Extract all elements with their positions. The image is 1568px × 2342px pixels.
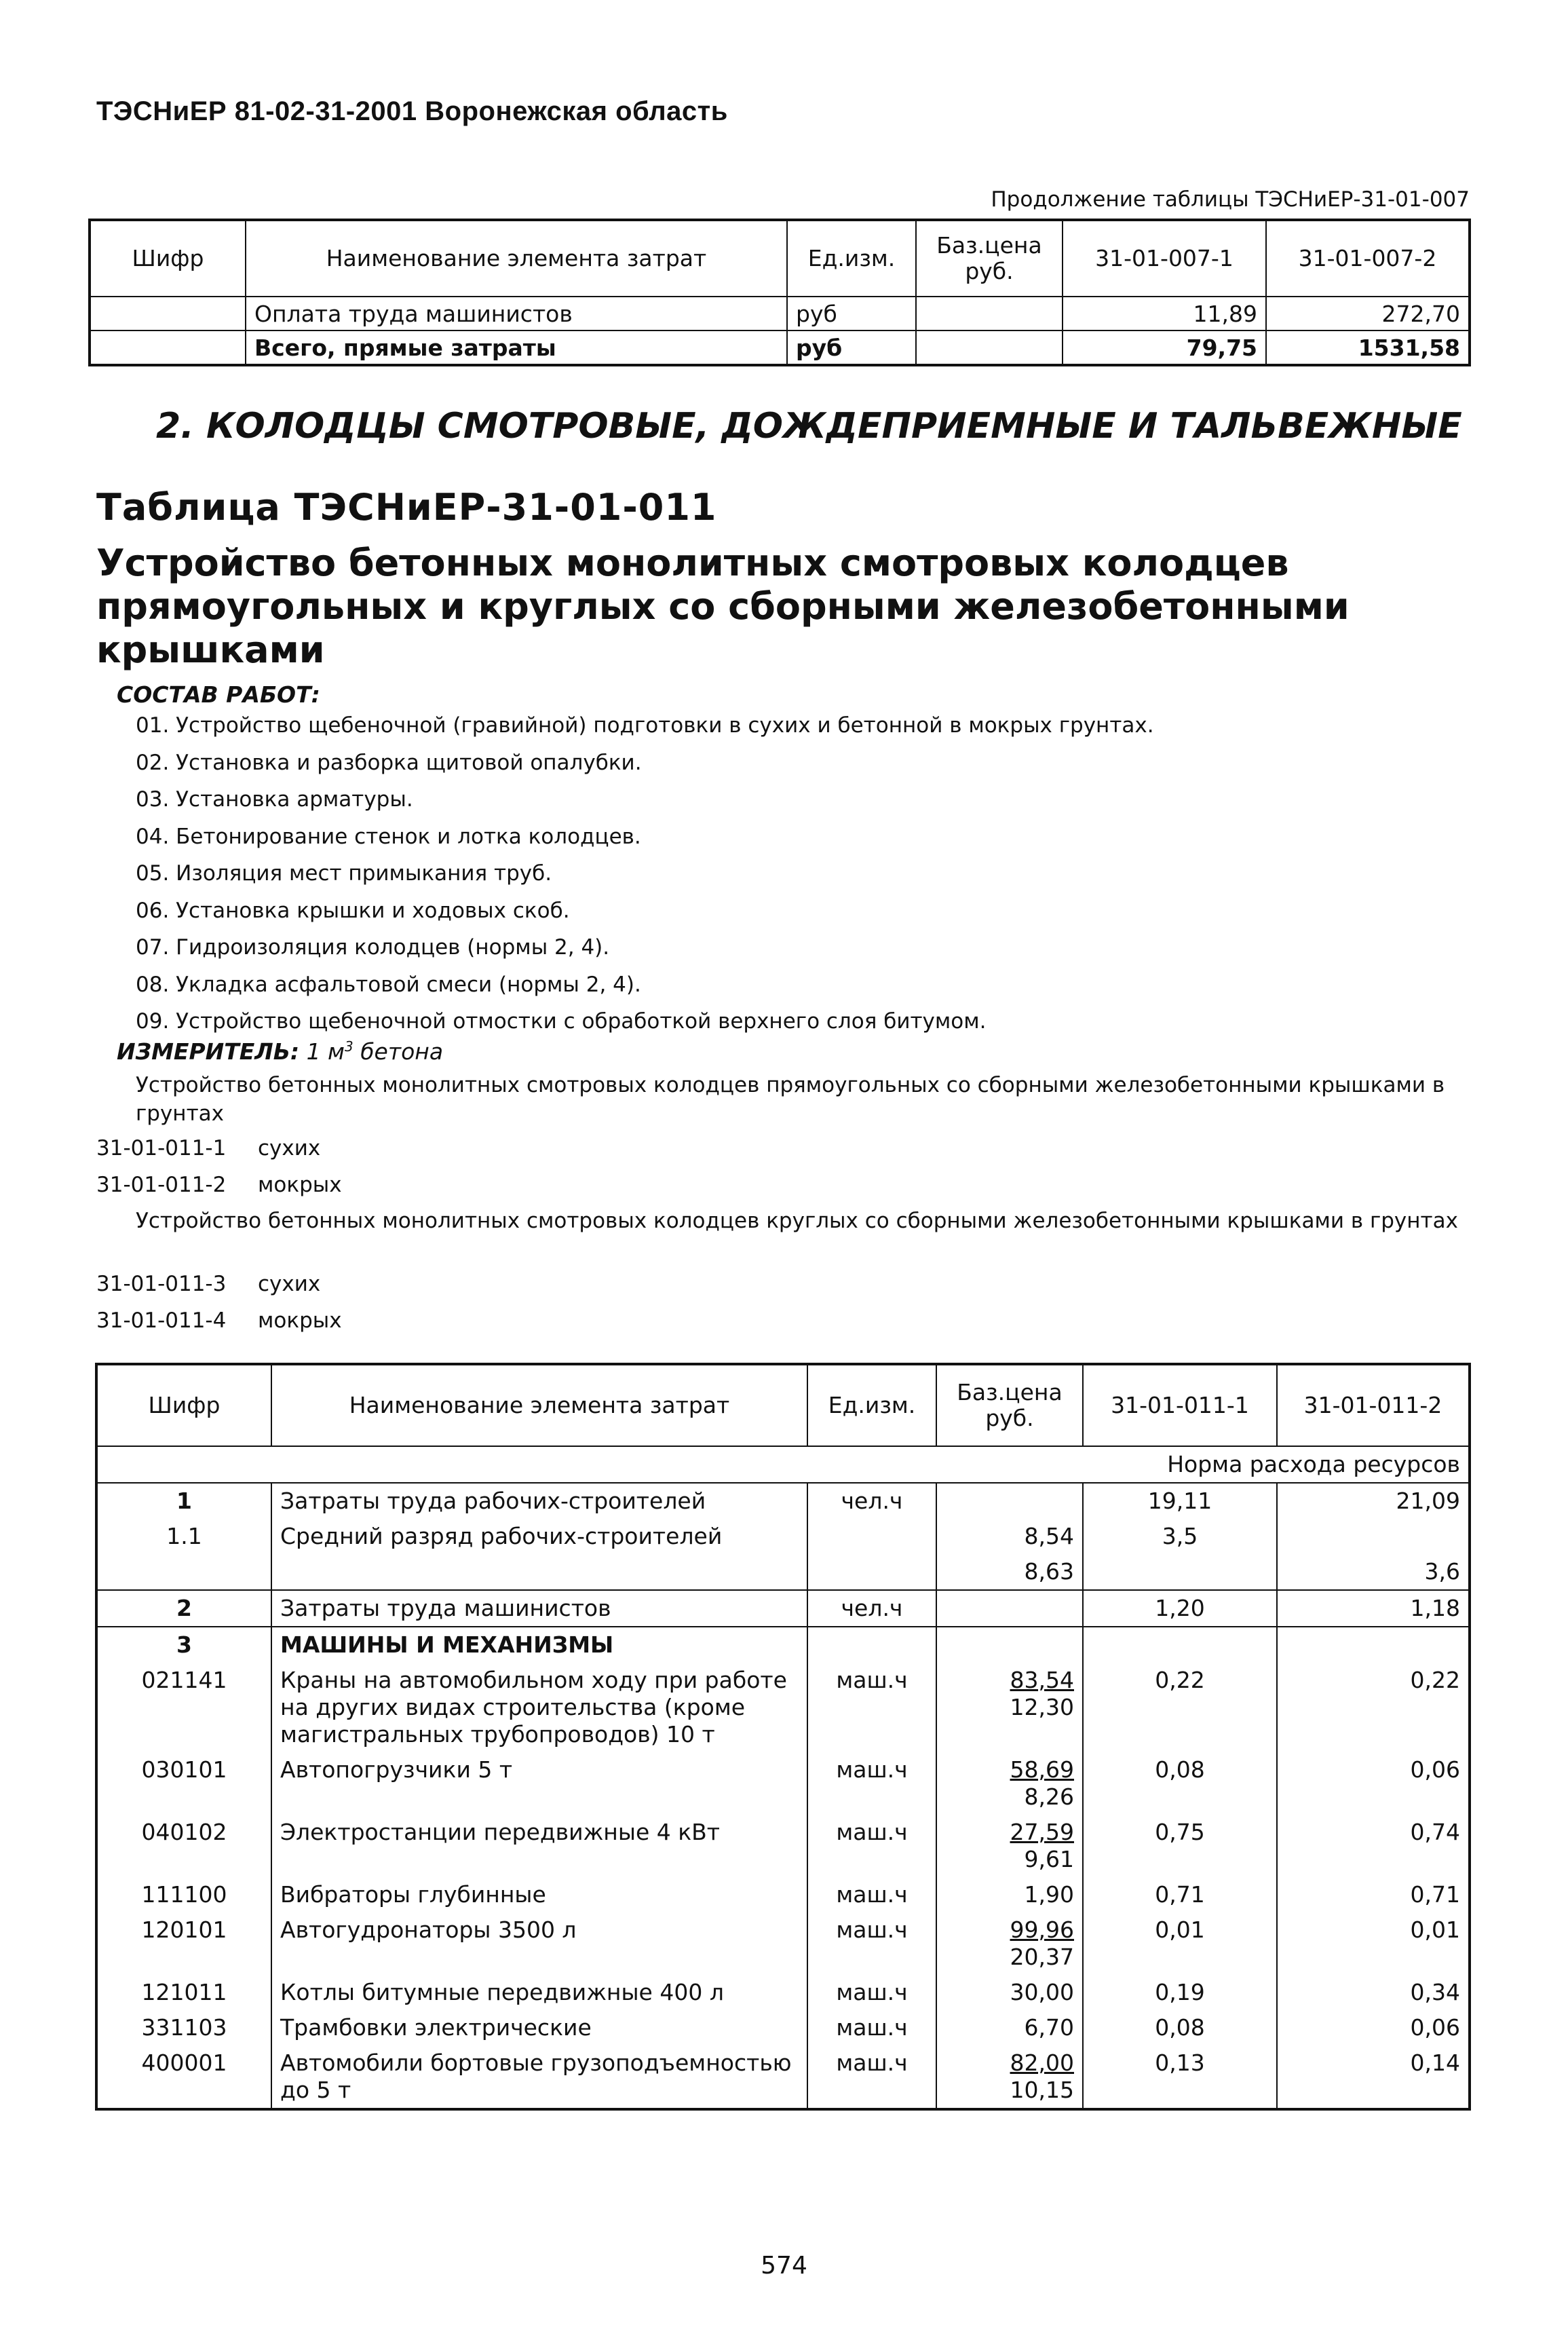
document-header: ТЭСНиЕР 81-02-31-2001 Воронежская область — [96, 96, 728, 126]
base-price: 27,59 — [1010, 1819, 1074, 1845]
table-header-row — [96, 1364, 1470, 1446]
value-cell: 3,5 — [1083, 1519, 1277, 1554]
code-line — [96, 1136, 320, 1160]
name-cell: Оплата труда машинистов — [246, 297, 787, 330]
meter-amount: 1 м — [306, 1038, 345, 1065]
name-cell: Автомобили бортовые грузоподъемностью до 5 т — [271, 2045, 807, 2109]
rate-code: 31-01-011-4 — [96, 1308, 227, 1333]
value-cell: 0,34 — [1277, 1975, 1470, 2010]
name-cell: Всего, прямые затраты — [246, 330, 787, 365]
price-cell — [936, 1627, 1083, 1663]
price-cell — [936, 2045, 1083, 2109]
table-row — [96, 1590, 1470, 1627]
price-cell — [936, 1663, 1083, 1752]
meter-value — [307, 1038, 444, 1065]
price-cell — [936, 1912, 1083, 1975]
unit-cell: маш.ч — [807, 1752, 936, 1815]
unit-cell: чел.ч — [807, 1590, 936, 1627]
works-list — [136, 707, 1154, 1040]
value-cell: 0,08 — [1083, 2010, 1277, 2045]
name-cell: Средний разряд рабочих-строителей — [271, 1519, 807, 1554]
table-row — [90, 297, 1470, 330]
value-cell: 1,20 — [1083, 1590, 1277, 1627]
value-cell — [1277, 1627, 1470, 1663]
unit-cell: чел.ч — [807, 1483, 936, 1519]
unit-cell — [807, 1519, 936, 1554]
description-round: Устройство бетонных монолитных смотровых колодцев круглых со сборными железобетонными крышками в грунтах — [136, 1209, 1458, 1233]
list-item: 02. Установка и разборка щитовой опалубки. — [136, 750, 642, 775]
continuation-caption: Продолжение таблицы ТЭСНиЕР-31-01-007 — [991, 187, 1470, 212]
list-item: 04. Бетонирование стенок и лотка колодцев. — [136, 824, 641, 849]
resource-table — [95, 1363, 1471, 2111]
meter-unit: бетона — [360, 1038, 444, 1065]
table-row — [96, 1975, 1470, 2010]
unit-cell: маш.ч — [807, 1663, 936, 1752]
value-cell: 1531,58 — [1266, 330, 1470, 365]
code-cell: 120101 — [96, 1912, 271, 1975]
price-cell — [936, 1975, 1083, 2010]
value-cell: 19,11 — [1083, 1483, 1277, 1519]
value-cell: 3,6 — [1277, 1554, 1470, 1590]
rate-text: сухих — [258, 1272, 321, 1296]
code-cell: 400001 — [96, 2045, 271, 2109]
table-row — [96, 2045, 1470, 2109]
value-cell: 0,06 — [1277, 1752, 1470, 1815]
price-cell — [916, 330, 1063, 365]
description-rectangular: Устройство бетонных монолитных смотровых колодцев прямоугольных со сборными железобетонными крышками в грунтах — [136, 1073, 1445, 1126]
unit-cell: маш.ч — [807, 1912, 936, 1975]
base-price: 82,00 — [1010, 2050, 1074, 2076]
value-cell: 79,75 — [1063, 330, 1266, 365]
code-cell: 021141 — [96, 1663, 271, 1752]
norm-row — [96, 1446, 1470, 1483]
header-cell: Баз.цена руб. — [916, 220, 1063, 297]
wage-price: 9,61 — [1024, 1846, 1074, 1872]
value-cell: 0,01 — [1277, 1912, 1470, 1975]
table-title: Устройство бетонных монолитных смотровых колодцев прямоугольных и круглых со сборными железобетонными крышками — [96, 542, 1350, 671]
meter-sup: 3 — [344, 1038, 353, 1055]
table-row — [96, 2010, 1470, 2045]
unit-cell — [807, 1554, 936, 1590]
table-row — [96, 1663, 1470, 1752]
code-line — [96, 1272, 320, 1296]
table-row — [96, 1877, 1470, 1912]
base-price: 83,54 — [1010, 1667, 1074, 1693]
table-row — [96, 1519, 1470, 1554]
base-price: 30,00 — [1010, 1979, 1074, 2005]
base-price: 58,69 — [1010, 1756, 1074, 1783]
header-cell: Наименование элемента затрат — [271, 1364, 807, 1446]
value-cell: 0,19 — [1083, 1975, 1277, 2010]
name-cell: МАШИНЫ И МЕХАНИЗМЫ — [271, 1627, 807, 1663]
code-cell: 040102 — [96, 1815, 271, 1877]
list-item: 08. Укладка асфальтовой смеси (нормы 2, 4). — [136, 972, 641, 997]
price-cell — [936, 1590, 1083, 1627]
rate-code: 31-01-011-2 — [96, 1173, 227, 1197]
rate-code: 31-01-011-3 — [96, 1272, 227, 1296]
base-price: 8,54 — [1024, 1523, 1074, 1549]
base-price: 8,63 — [1024, 1558, 1074, 1585]
base-price: 99,96 — [1010, 1916, 1074, 1943]
value-cell: 0,13 — [1083, 2045, 1277, 2109]
code-line — [96, 1308, 342, 1333]
value-cell: 0,74 — [1277, 1815, 1470, 1877]
unit-cell: маш.ч — [807, 1877, 936, 1912]
header-cell: Шифр — [96, 1364, 271, 1446]
name-cell: Затраты труда рабочих-строителей — [271, 1483, 807, 1519]
header-cell: 31-01-011-2 — [1277, 1364, 1470, 1446]
value-cell: 0,08 — [1083, 1752, 1277, 1815]
table-row — [96, 1483, 1470, 1519]
value-cell: 0,71 — [1277, 1877, 1470, 1912]
header-cell: Ед.изм. — [807, 1364, 936, 1446]
name-cell: Электростанции передвижные 4 кВт — [271, 1815, 807, 1877]
table-row — [96, 1912, 1470, 1975]
page-number: 574 — [761, 2252, 807, 2280]
code-cell: 1 — [96, 1483, 271, 1519]
code-cell: 030101 — [96, 1752, 271, 1815]
price-cell — [916, 297, 1063, 330]
price-cell — [936, 1752, 1083, 1815]
value-cell — [1277, 1519, 1470, 1554]
value-cell: 21,09 — [1277, 1483, 1470, 1519]
list-item: 03. Установка арматуры. — [136, 787, 413, 812]
table-number: Таблица ТЭСНиЕР-31-01-011 — [96, 486, 717, 529]
base-price: 1,90 — [1024, 1881, 1074, 1908]
value-cell: 0,06 — [1277, 2010, 1470, 2045]
unit-cell — [807, 1627, 936, 1663]
name-cell: Трамбовки электрические — [271, 2010, 807, 2045]
code-cell: 121011 — [96, 1975, 271, 2010]
previous-table — [88, 219, 1471, 366]
table-header-row — [90, 220, 1470, 297]
price-cell — [936, 1877, 1083, 1912]
unit-cell: маш.ч — [807, 2045, 936, 2109]
value-cell: 1,18 — [1277, 1590, 1470, 1627]
value-cell: 0,14 — [1277, 2045, 1470, 2109]
list-item: 09. Устройство щебеночной отмостки с обработкой верхнего слоя битумом. — [136, 1009, 987, 1034]
name-cell: Автогудронаторы 3500 л — [271, 1912, 807, 1975]
header-cell: 31-01-011-1 — [1083, 1364, 1277, 1446]
value-cell: 11,89 — [1063, 297, 1266, 330]
header-cell: Шифр — [90, 220, 246, 297]
table-row — [96, 1554, 1470, 1590]
value-cell — [1083, 1554, 1277, 1590]
code-cell: 331103 — [96, 2010, 271, 2045]
rate-code: 31-01-011-1 — [96, 1136, 227, 1160]
code-cell: 2 — [96, 1590, 271, 1627]
unit-cell: руб — [787, 297, 916, 330]
value-cell — [1083, 1627, 1277, 1663]
meter-line — [117, 1038, 443, 1065]
code-cell: 111100 — [96, 1877, 271, 1912]
list-item: 06. Установка крышки и ходовых скоб. — [136, 898, 570, 923]
unit-cell: маш.ч — [807, 1815, 936, 1877]
code-cell — [90, 330, 246, 365]
rate-text: мокрых — [258, 1173, 342, 1197]
list-item: 05. Изоляция мест примыкания труб. — [136, 861, 552, 886]
value-cell: 0,75 — [1083, 1815, 1277, 1877]
header-cell: Ед.изм. — [787, 220, 916, 297]
code-line — [96, 1173, 342, 1197]
norm-cell: Норма расхода ресурсов — [96, 1446, 1470, 1483]
table-row — [96, 1815, 1470, 1877]
unit-cell: руб — [787, 330, 916, 365]
name-cell: Автопогрузчики 5 т — [271, 1752, 807, 1815]
header-cell: Баз.цена руб. — [936, 1364, 1083, 1446]
price-cell — [936, 1554, 1083, 1590]
base-price: 6,70 — [1024, 2014, 1074, 2041]
table-row — [96, 1627, 1470, 1663]
unit-cell: маш.ч — [807, 2010, 936, 2045]
name-cell: Краны на автомобильном ходу при работе на других видах строительства (кроме магистральных трубопроводов) 10 т — [271, 1663, 807, 1752]
price-cell — [936, 2010, 1083, 2045]
price-cell — [936, 1815, 1083, 1877]
header-cell: Наименование элемента затрат — [246, 220, 787, 297]
code-cell: 1.1 — [96, 1519, 271, 1554]
value-cell: 0,01 — [1083, 1912, 1277, 1975]
price-cell — [936, 1483, 1083, 1519]
table-row — [90, 330, 1470, 365]
value-cell: 272,70 — [1266, 297, 1470, 330]
wage-price: 20,37 — [1010, 1944, 1074, 1970]
name-cell: Котлы битумные передвижные 400 л — [271, 1975, 807, 2010]
value-cell: 0,71 — [1083, 1877, 1277, 1912]
header-cell: 31-01-007-1 — [1063, 220, 1266, 297]
list-item: 07. Гидроизоляция колодцев (нормы 2, 4). — [136, 935, 610, 960]
code-cell: 3 — [96, 1627, 271, 1663]
wage-price: 8,26 — [1024, 1783, 1074, 1810]
rate-text: мокрых — [258, 1308, 342, 1333]
list-item: 01. Устройство щебеночной (гравийной) подготовки в сухих и бетонной в мокрых грунтах. — [136, 713, 1154, 738]
works-label: СОСТАВ РАБОТ: — [117, 681, 320, 708]
code-cell — [90, 297, 246, 330]
wage-price: 12,30 — [1010, 1694, 1074, 1720]
name-cell: Вибраторы глубинные — [271, 1877, 807, 1912]
rate-text: сухих — [258, 1136, 321, 1160]
value-cell: 0,22 — [1083, 1663, 1277, 1752]
table-row — [96, 1752, 1470, 1815]
code-cell — [96, 1554, 271, 1590]
name-cell: Затраты труда машинистов — [271, 1590, 807, 1627]
wage-price: 10,15 — [1010, 2077, 1074, 2103]
price-cell — [936, 1519, 1083, 1554]
value-cell: 0,22 — [1277, 1663, 1470, 1752]
unit-cell: маш.ч — [807, 1975, 936, 2010]
section-title: 2. КОЛОДЦЫ СМОТРОВЫЕ, ДОЖДЕПРИЕМНЫЕ И ТАЛЬВЕЖНЫЕ — [156, 406, 1462, 447]
name-cell — [271, 1554, 807, 1590]
header-cell: 31-01-007-2 — [1266, 220, 1470, 297]
meter-label: ИЗМЕРИТЕЛЬ: — [117, 1038, 300, 1065]
